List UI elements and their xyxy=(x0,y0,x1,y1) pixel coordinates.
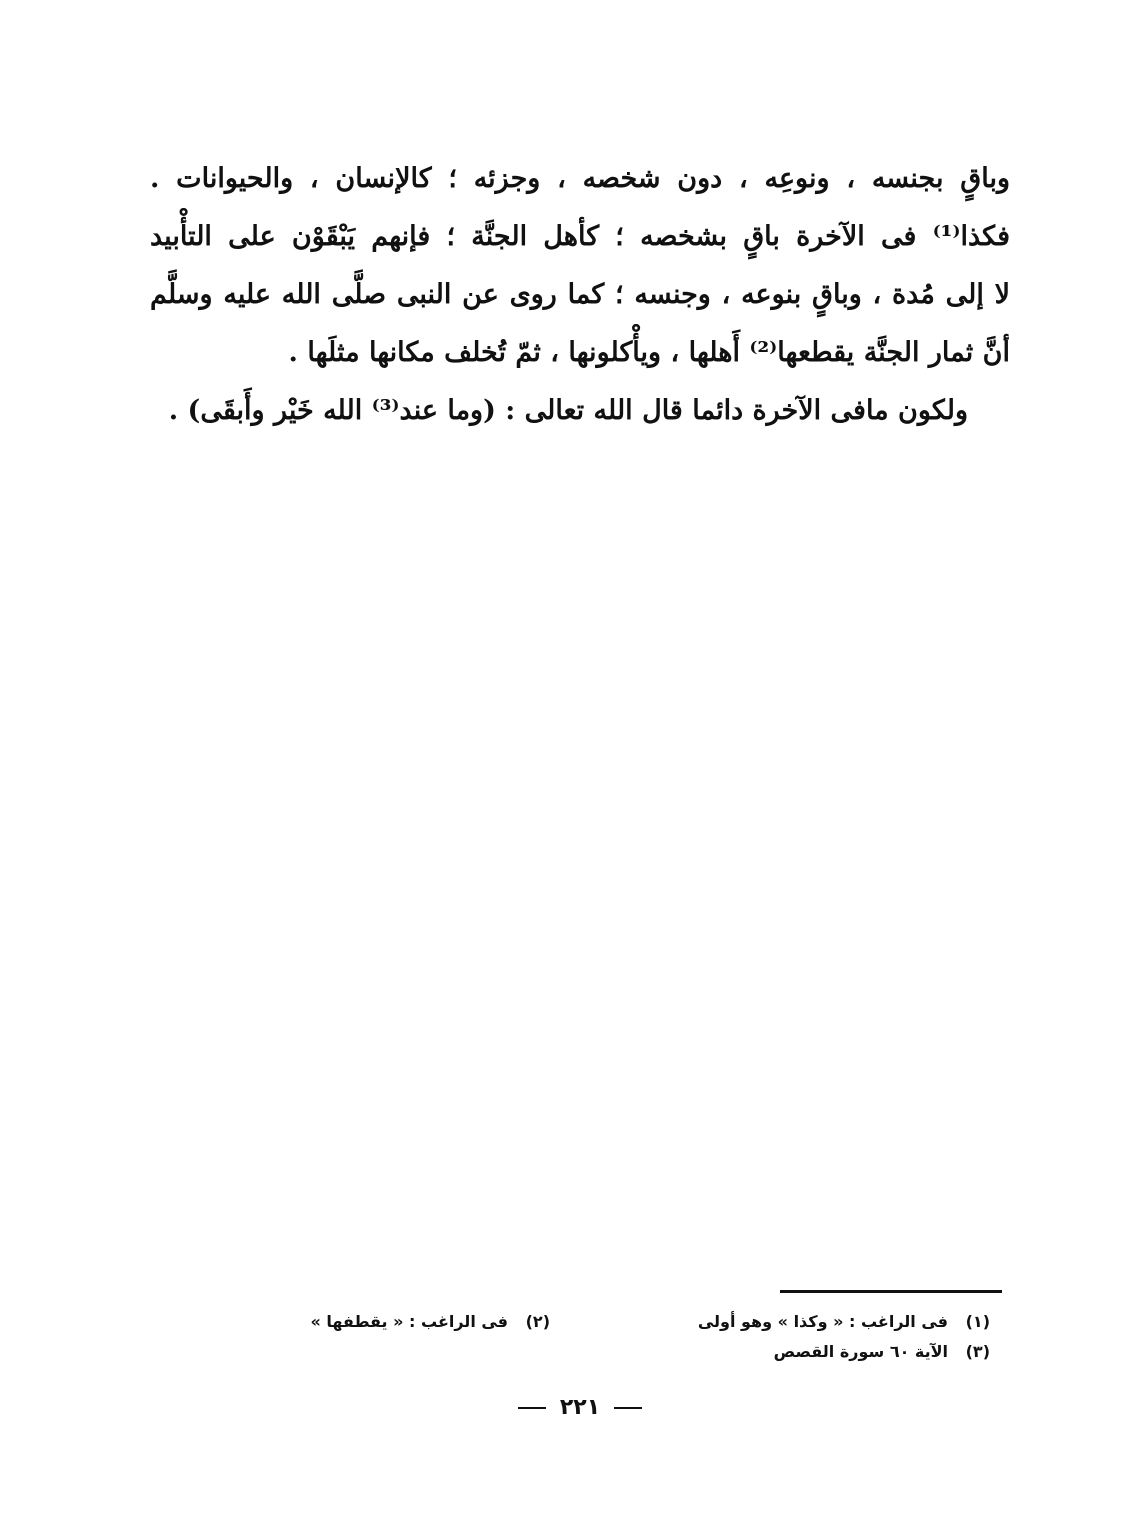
text-line-3: لا إلى مُدة ، وباقٍ بنوعه ، وجنسه ؛ كما روى عن النبى صلَّى الله عليه وسلَّم xyxy=(150,279,1010,310)
footnote-2 xyxy=(310,1307,550,1337)
dash-left xyxy=(614,1407,642,1409)
dash-right xyxy=(518,1407,546,1409)
footnote-3-text: الآية ٦٠ سورة القصص xyxy=(773,1342,949,1361)
footnote-3-number: (٣) xyxy=(965,1342,990,1361)
footnotes xyxy=(200,1307,990,1367)
page-number xyxy=(480,1395,680,1420)
footnote-3 xyxy=(774,1337,990,1367)
footnote-row-1 xyxy=(200,1307,990,1337)
page-number-value: ٢٢١ xyxy=(559,1395,601,1420)
text-line-4: أنَّ ثمار الجنَّة يقطعها⁽²⁾ أَهلها ، ويأْكلونها ، ثمّ تُخلف مكانها مثلَها . xyxy=(288,337,1010,368)
footnote-row-2 xyxy=(200,1337,990,1367)
footnote-1-number: (١) xyxy=(965,1312,990,1331)
text-line-2: فكذا⁽¹⁾ فى الآخرة باقٍ بشخصه ؛ كأهل الجنَّة ؛ فإنهم يَبْقَوْن على التأْبيد xyxy=(150,221,1010,252)
footnote-1-text: فى الراغب : « وكذا » وهو أولى xyxy=(697,1312,949,1331)
footnote-1 xyxy=(550,1307,990,1337)
footnote-separator xyxy=(780,1290,1002,1293)
text-line-1: وباقٍ بجنسه ، ونوعِه ، دون شخصه ، وجزئه ؛ كالإنسان ، والحيوانات . xyxy=(150,163,1010,194)
footnote-2-text: فى الراغب : « يقطفها » xyxy=(310,1312,509,1331)
text-line-5: ولكون مافى الآخرة دائما قال الله تعالى : (وما عند⁽³⁾ الله خَيْر وأَبقَى) . xyxy=(168,395,968,426)
main-text-block xyxy=(150,150,1010,440)
footnote-2-number: (٢) xyxy=(525,1312,550,1331)
